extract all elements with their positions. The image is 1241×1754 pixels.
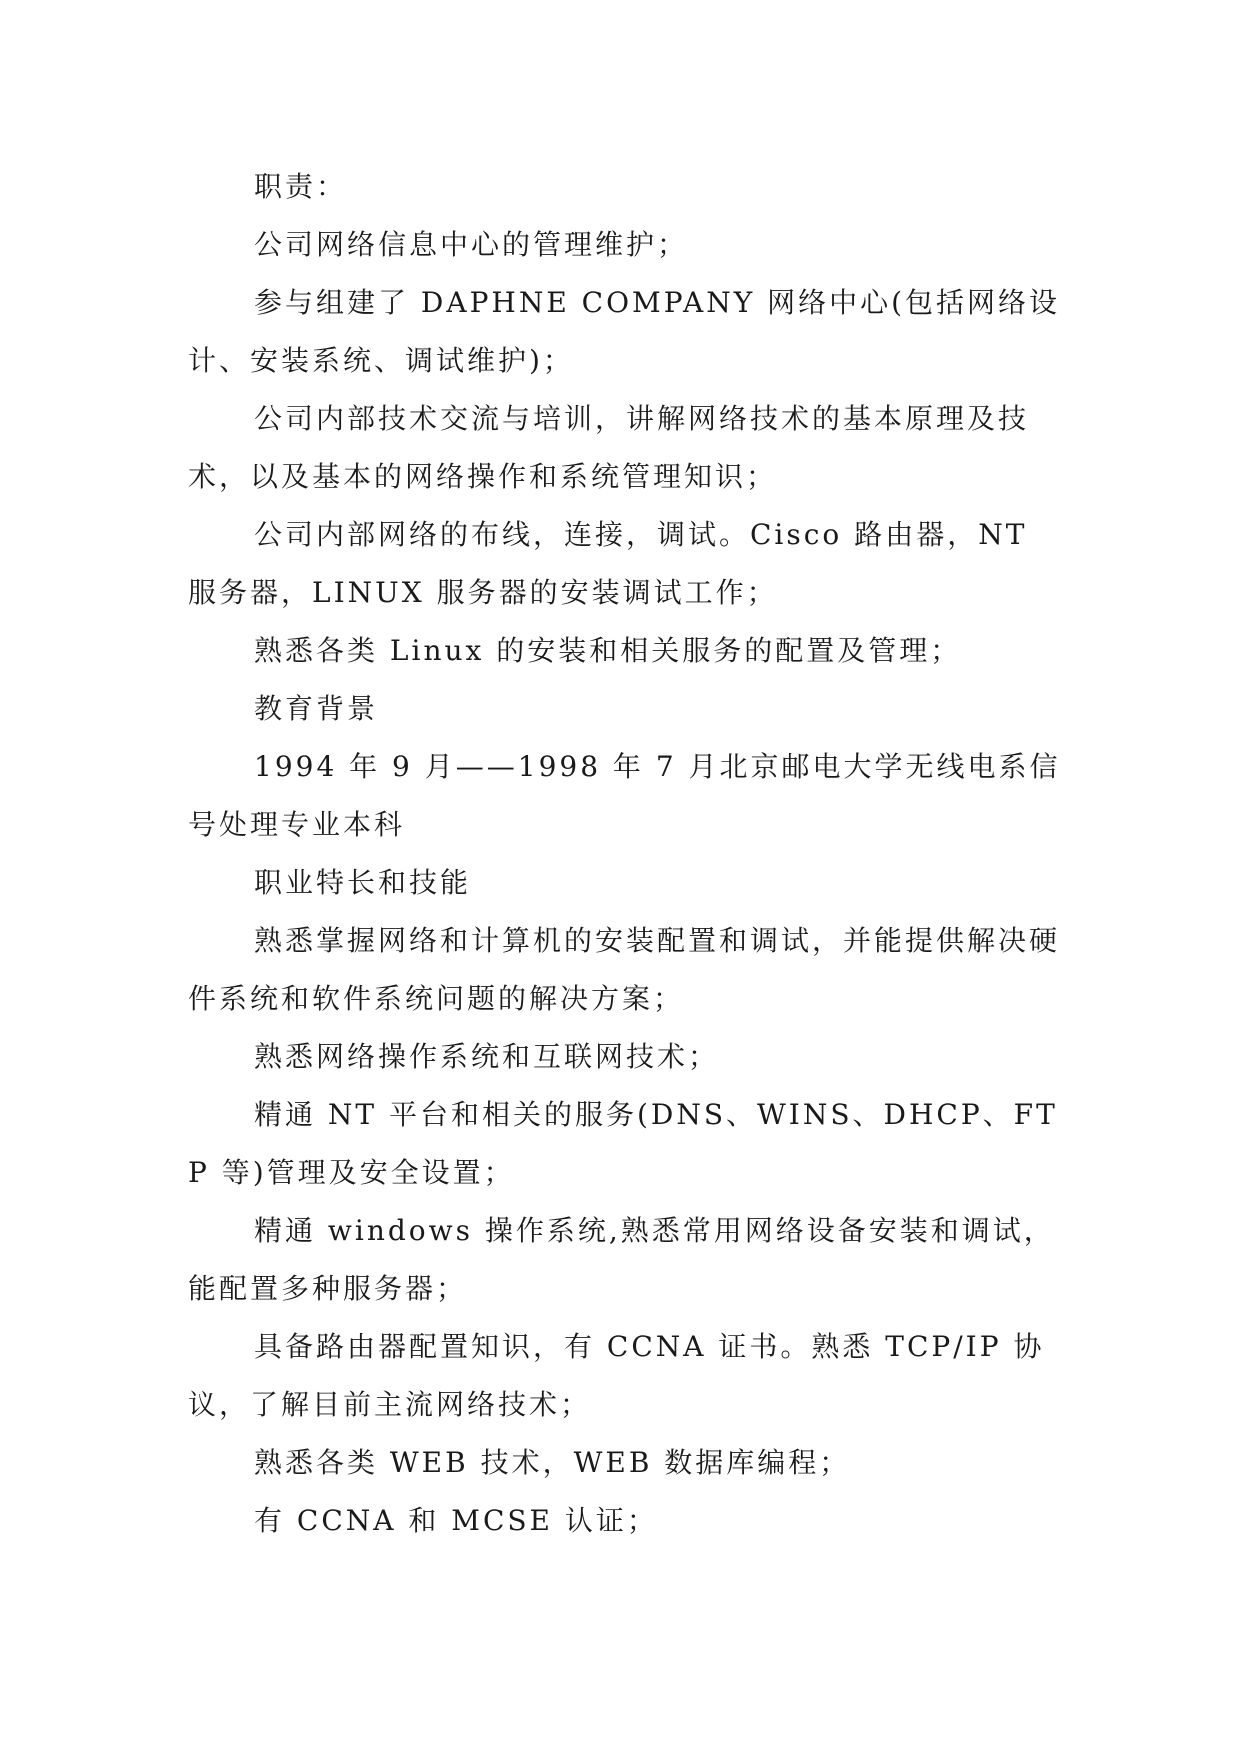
- certification-item: 有 CCNA 和 MCSE 认证；: [254, 1504, 658, 1537]
- skills-heading: 职业特长和技能: [254, 866, 472, 899]
- duty-item: 参与组建了 DAPHNE COMPANY 网络中心(包括网络设计、安装系统、调试维护)；: [188, 286, 1061, 377]
- skill-item: 熟悉掌握网络和计算机的安装配置和调试，并能提供解决硬件系统和软件系统问题的解决方案；: [188, 924, 1061, 1015]
- document-body: [188, 158, 1068, 1550]
- duty-item: 公司内部技术交流与培训，讲解网络技术的基本原理及技术，以及基本的网络操作和系统管理知识；: [188, 402, 1030, 493]
- duty-item: 公司内部网络的布线，连接，调试。Cisco 路由器，NT 服务器，LINUX 服务器的安装调试工作；: [188, 518, 1028, 609]
- duties-heading: 职责：: [254, 170, 348, 203]
- skill-item: 熟悉网络操作系统和互联网技术；: [254, 1040, 720, 1073]
- education-item: 1994 年 9 月——1998 年 7 月北京邮电大学无线电系信号处理专业本科: [188, 750, 1061, 841]
- duty-item: 公司网络信息中心的管理维护；: [254, 228, 689, 261]
- duty-item: 熟悉各类 Linux 的安装和相关服务的配置及管理；: [254, 634, 962, 667]
- education-heading: 教育背景: [254, 692, 379, 725]
- skill-item: 精通 windows 操作系统,熟悉常用网络设备安装和调试，能配置多种服务器；: [188, 1214, 1055, 1305]
- skill-item: 熟悉各类 WEB 技术，WEB 数据库编程；: [254, 1446, 851, 1479]
- skill-item: 具备路由器配置知识，有 CCNA 证书。熟悉 TCP/IP 协议，了解目前主流网络技术；: [188, 1330, 1045, 1421]
- skill-item: 精通 NT 平台和相关的服务(DNS、WINS、DHCP、FTP 等)管理及安全设置；: [188, 1098, 1058, 1189]
